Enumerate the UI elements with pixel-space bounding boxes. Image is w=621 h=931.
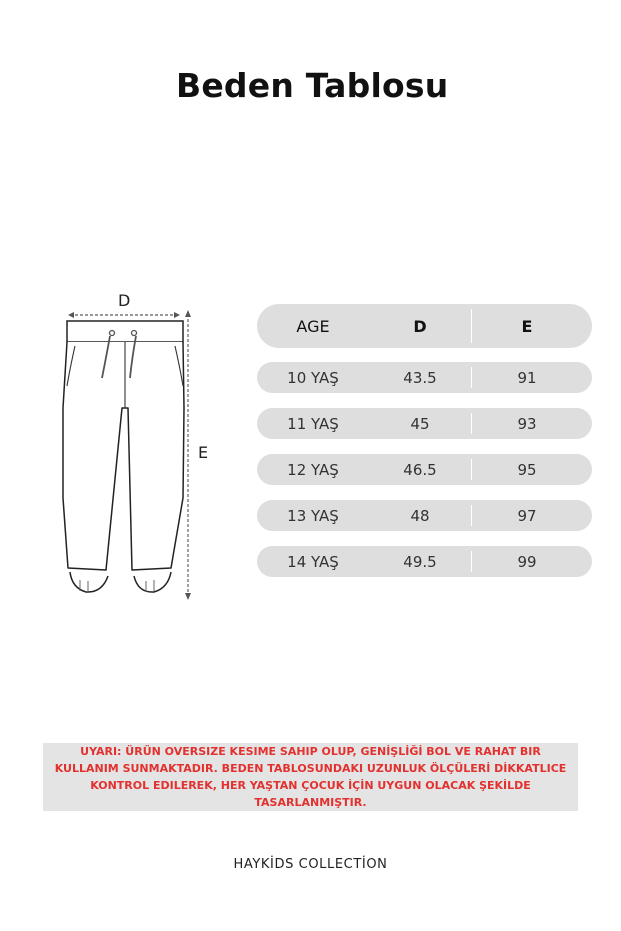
brand-footer: HAYKİDS COLLECTİON [233,857,388,872]
e-cell: 93 [517,414,537,433]
header-d: D [413,316,427,336]
width-dimension-label: D [118,291,131,310]
header-age: AGE [296,316,330,336]
page-title: Beden Tablosu [176,66,449,105]
warning-box [43,743,578,811]
age-cell: 14 YAŞ [287,552,339,571]
e-cell: 97 [517,506,537,525]
e-cell: 91 [517,368,537,387]
age-cell: 10 YAŞ [287,368,339,387]
e-cell: 99 [517,552,537,571]
e-cell: 95 [517,460,537,479]
table-row [257,500,592,531]
size-diagram [50,288,230,608]
d-cell: 49.5 [403,552,437,571]
age-cell: 11 YAŞ [287,414,339,433]
table-row [257,454,592,485]
table-header-row [257,304,592,348]
age-cell: 12 YAŞ [287,460,339,479]
d-cell: 48 [410,506,430,525]
table-row [257,546,592,577]
age-cell: 13 YAŞ [287,506,339,525]
table-row [257,362,592,393]
d-cell: 45 [410,414,430,433]
warning-text: UYARI: ÜRÜN OVERSIZE KESIME SAHIP OLUP, GENİŞLİĞİ BOL VE RAHAT BIR KULLANIM SUNMAKTADIR. BEDEN TABLOSUNDAKI UZUNLUK ÖLÇÜLERİ DİKKATLICE KONTROL EDILEREK, HER YAŞTAN ÇOCUK İÇİN UYGUN OLACAK ŞEKİLDE TASARLANMIŞTIR. [54,745,567,809]
d-cell: 46.5 [403,460,437,479]
length-dimension-label: E [198,443,209,462]
d-cell: 43.5 [403,368,437,387]
table-row [257,408,592,439]
header-e: E [521,316,533,336]
